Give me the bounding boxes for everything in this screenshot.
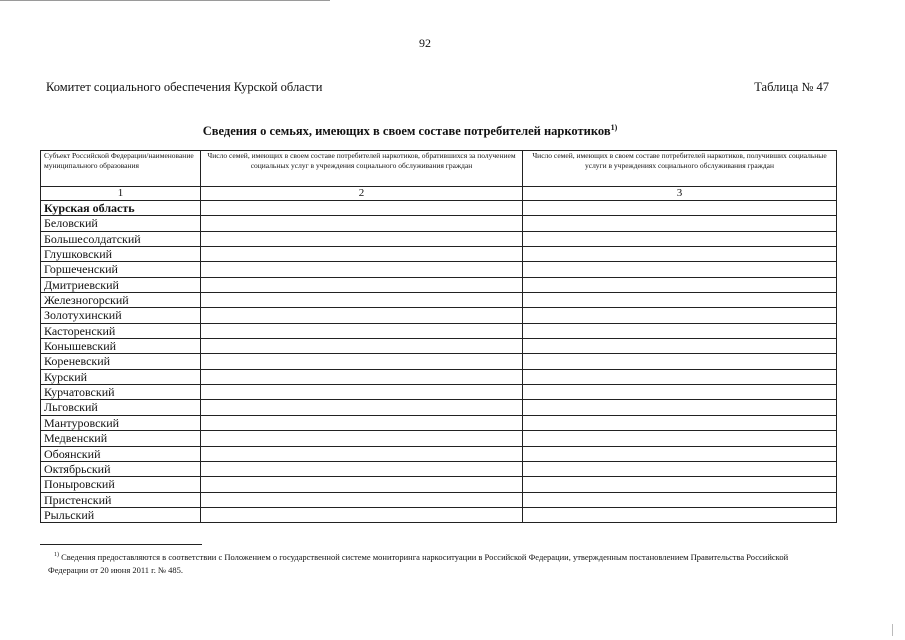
scan-edge-mark — [892, 624, 899, 636]
received-count-cell — [523, 446, 837, 461]
applied-count-cell — [201, 339, 523, 354]
received-count-cell — [523, 400, 837, 415]
table-row — [41, 262, 837, 277]
received-count-cell — [523, 415, 837, 430]
applied-count-cell — [201, 354, 523, 369]
received-count-cell — [523, 354, 837, 369]
municipality-name: Касторенский — [41, 323, 201, 338]
applied-count-cell — [201, 231, 523, 246]
municipality-name: Курский — [41, 369, 201, 384]
municipality-name: Обоянский — [41, 446, 201, 461]
table-row — [41, 293, 837, 308]
table-row — [41, 339, 837, 354]
applied-count-cell — [201, 507, 523, 522]
municipality-name: Железногорский — [41, 293, 201, 308]
municipality-name: Рыльский — [41, 507, 201, 522]
municipality-name: Пристенский — [41, 492, 201, 507]
received-count-cell — [523, 231, 837, 246]
received-count-cell — [523, 277, 837, 292]
applied-count-cell — [201, 369, 523, 384]
table-row — [41, 461, 837, 476]
report-table — [40, 150, 837, 523]
applied-count-cell — [201, 293, 523, 308]
table-row — [41, 492, 837, 507]
footnote-separator — [40, 544, 202, 545]
table-row — [41, 400, 837, 415]
column-header-received: Число семей, имеющих в своем составе потребителей наркотиков, получивших социальные услуги в учреждениях социального обслуживания граждан — [523, 151, 837, 187]
organization-name: Комитет социального обеспечения Курской области — [46, 80, 323, 94]
applied-count-cell — [201, 431, 523, 446]
received-count-cell — [523, 477, 837, 492]
received-count-cell — [523, 262, 837, 277]
applied-count-cell — [201, 262, 523, 277]
municipality-name: Дмитриевский — [41, 277, 201, 292]
table-row — [41, 446, 837, 461]
scan-edge-line — [0, 0, 330, 1]
received-count-cell — [523, 431, 837, 446]
table-row-total — [41, 201, 837, 216]
received-count-cell — [523, 201, 837, 216]
column-header-subject: Субъект Российской Федерации/наименование муниципального образования — [41, 151, 201, 187]
municipality-name: Большесолдатский — [41, 231, 201, 246]
table-row — [41, 385, 837, 400]
applied-count-cell — [201, 308, 523, 323]
column-number-3: 3 — [523, 187, 837, 201]
table-row — [41, 354, 837, 369]
municipality-name: Горшеченский — [41, 262, 201, 277]
received-count-cell — [523, 461, 837, 476]
footnote — [48, 549, 808, 577]
municipality-name: Мантуровский — [41, 415, 201, 430]
municipality-name: Кореневский — [41, 354, 201, 369]
table-row — [41, 231, 837, 246]
municipality-name: Курчатовский — [41, 385, 201, 400]
municipality-name: Курская область — [41, 201, 201, 216]
municipality-name: Льговский — [41, 400, 201, 415]
received-count-cell — [523, 293, 837, 308]
applied-count-cell — [201, 277, 523, 292]
column-number-2: 2 — [201, 187, 523, 201]
footnote-text: Сведения предоставляются в соответствии с Положением о государственной системе мониторинга наркоситуации в Российской Федерации, утвержденным постановлением Правительства Российской Федерации от 20 июня 2011 г. № 485. — [48, 551, 789, 575]
municipality-name: Поныровский — [41, 477, 201, 492]
table-row — [41, 216, 837, 231]
municipality-name: Глушковский — [41, 247, 201, 262]
table-row — [41, 369, 837, 384]
table-body — [41, 201, 837, 523]
received-count-cell — [523, 323, 837, 338]
received-count-cell — [523, 507, 837, 522]
received-count-cell — [523, 369, 837, 384]
received-count-cell — [523, 216, 837, 231]
table-header-row — [41, 151, 837, 187]
received-count-cell — [523, 247, 837, 262]
table-row — [41, 277, 837, 292]
table-title-text: Сведения о семьях, имеющих в своем составе потребителей наркотиков — [202, 124, 611, 139]
applied-count-cell — [201, 400, 523, 415]
received-count-cell — [523, 492, 837, 507]
received-count-cell — [523, 339, 837, 354]
page-number: 92 — [419, 36, 431, 50]
municipality-name: Октябрьский — [41, 461, 201, 476]
table-row — [41, 247, 837, 262]
column-number-1: 1 — [41, 187, 201, 201]
applied-count-cell — [201, 385, 523, 400]
municipality-name: Беловский — [41, 216, 201, 231]
applied-count-cell — [201, 415, 523, 430]
applied-count-cell — [201, 201, 523, 216]
municipality-name: Золотухинский — [41, 308, 201, 323]
table-row — [41, 431, 837, 446]
received-count-cell — [523, 308, 837, 323]
applied-count-cell — [201, 323, 523, 338]
table-row — [41, 323, 837, 338]
table-title — [0, 123, 820, 139]
table-row — [41, 308, 837, 323]
applied-count-cell — [201, 461, 523, 476]
column-number-row — [41, 187, 837, 201]
received-count-cell — [523, 385, 837, 400]
applied-count-cell — [201, 247, 523, 262]
applied-count-cell — [201, 492, 523, 507]
table-row — [41, 477, 837, 492]
applied-count-cell — [201, 216, 523, 231]
table-row — [41, 415, 837, 430]
municipality-name: Конышевский — [41, 339, 201, 354]
column-header-applied: Число семей, имеющих в своем составе потребителей наркотиков, обратившихся за получением социальных услуг в учреждения социального обслуживания граждан — [201, 151, 523, 187]
municipality-name: Медвенский — [41, 431, 201, 446]
table-row — [41, 507, 837, 522]
applied-count-cell — [201, 477, 523, 492]
applied-count-cell — [201, 446, 523, 461]
footnote-mark: 1) — [54, 552, 59, 558]
title-footnote-mark: 1) — [610, 123, 618, 132]
table-number: Таблица № 47 — [754, 80, 829, 94]
